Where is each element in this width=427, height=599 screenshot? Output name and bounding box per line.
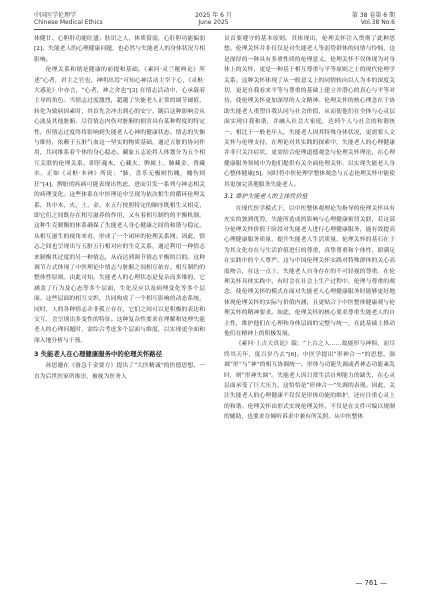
issue-date-cn: 2025 年 6 月: [195, 12, 232, 19]
volume-en: Vol.38 No.6: [360, 19, 395, 27]
right-column: [224, 34, 395, 423]
journal-title-cn: 中国医学伦理学: [34, 12, 77, 19]
body-paragraph: 员首要遵守的基本原则。其体现出，伦理关怀注入贯彻了此种思想。伦理关怀并非仅仅是对失能老人等弱势群体的同情与怜悯，这是深厚的一种具有多重性质的伦理意义。伦理关怀不仅体现为对身体上的关怀，更是一种基于相互尊重与平等原则之上的现代伦理学关系。这种关怀体现了从一般意义上的同情转向以人为本的深度关切，更是在我看来平等与尊重的基础上建立并潜心的真心与平等对待，使伦理关怀更加深厚的人文精神。伦理关怀的核心理念在于协助失能老人重塑自我认同与社会价值，从而使他们在全体与心灵层面实现自我和谐，并融入社会大家庭，达到个人与社会的和谐统一。相比于一般老年人，失能老人因其特殊身体状况，更需要人文关怀与伦理支持。在理论对其实践的探索中，失能老人的心理健康并非只关注症状，更需结合伦理道德观念与伦理关怀理论，在心理健康服务领域中为他们提供有关全面伦理关怀，以实现失能老人身心整体健康[5]。同时将中医伦理学整体观念与五志伦理关怀中能使其更加完善地服务失能老人。: [224, 36, 395, 188]
body-paragraph: 体健甘、心胆肝功能旺盛；肤识之人，体质留弱，心肝胆功能偏弱[2]。失能老人的心理健康问题，也必然与失能老人的身体状况互相影响。: [34, 36, 205, 63]
issue-date-en: June 2025: [198, 19, 229, 27]
header-rule: [34, 29, 395, 30]
body-paragraph: 孙思邈在《备急千金要方》提出了“大医精诚”的医德思想，一直为后世医家所推崇，被视为医务人: [34, 363, 205, 380]
section-heading: 3 失能老人在心理健康服务中的伦理关怀路径: [34, 350, 163, 359]
volume-cn: 第 38 卷第 6 期: [351, 12, 395, 19]
body-paragraph: 伦理关系和谐是健康的前提和基础。《素问·灵兰秘典论》所述“心者，君主之官也，神明出焉”可知心神活动主宰于心，《灵枢·大惑论》中亦言，“心者，神之舍也”[3] 在情志活动中，心承载着主导的角色。当情志过度激烈，超越了失能老人正常的调节阈值，转化为致病因素时，其首先会冲击到心的安宁。随后这种影响会从心波及其他脏腑。尽管情志内伤对脏腑的损害具有某种程度的特定性，但情志过度终将影响到失能老人心神的健康状态。情志的失衡与维持，依赖于五脏气血这一坚实的物质基础，通过五脏的协同作用，共同维系着个体的身心稳态。藏象五志论将人体划分为五个相互关联的伦理关系，即肝魂木、心藏火、脾属土、肺藏金、肾藏水。正如《灵枢·本神》所说：“肺，喜乐无极则伤魄，魄伤则狂”[4]。脾脏的疾病可能表现出焦虑，进而引发一系列与神志相关的病理变化。这些体系在中医理论中呈现为依次相生的循环伦理关系，其中木、火、土、金、水五行按照特定的顺序既相生又相克，即它们之间既存在相互滋养的作用，又有着相互制约的平衡机制。这种生克制衡的体系确保了失能老人身心健康之间的和谐与稳定。从相互滋生的视角来看，形成了一个闭环的伦理关系网。因此，情志之间也呈现出与五脏五行相对应的生克关系，通过利用一种情志来制衡其过度的另一种情志，从而达到调节情志平衡的目的。这种调节方式体现了中医理论中情志与脏腑之间相互依存、相互制约的整体性原则。由此可知，失能老人的心理状态是复杂而多维的，它涵盖了行为及心态等多个层面，生化反应以及病理变化等多个层面。这些层面的相互交织，共同构成了一个相互影响的动态系统。同时，人的各种情志并非孤立存在，它们之间可以是积极的表达和交互，会呈现出多变性的特征。这种复杂性要求在理解和处理失能老人的心理问题时，需综合考虑多个层面与维度，以实现更全面和深入地分析与干预。: [34, 67, 205, 344]
body-paragraph: 在现代医学模式下，以中医整体观理论为指导的伦理关怀具有充实的独到优势。失能所造成的影响与心理健康密切关联，若这部分伦理关怀价值于阶段对失能老人进行心理健康服务，能有效提高心理健康服务质量，提升失能老人生活质量，伦理关怀的基石在于为其文化存在与生活价值进行的尊重，真挚尊重和个体性，即满足在实践中的个人尊严，这与中国伦理关怀实践对特殊群体的关心高度吻合，在这一点上，失能老人自身存在的不可轻视的尊重。在伦理关怀具体实践中，有时会在社会上生产过程中，伦理与尊重的观念，使伦理关怀的模式在面对失能老人心理健康服务时能够更好地体现伦理关怀的实际与价值内涵，且更贴合于中医整体健康观与伦理关怀的精神要求。如此，伦理关怀的核心要求尊重失能老人的自主性，维护他们在心理和身体层面的完整与统一，在此基础上推动他们在精神上的积极发展。: [224, 206, 395, 337]
body-paragraph: 《素问·上古天真论》载：“上古之人……故能形与神俱，而尽终其天年，度百岁乃去”[6]。中医学提出“形神合一”的思想，强调“形”与“神”的相互协调统一。形体与功能失调或者神志功能紊乱时，则“形神失调”。失能老人因日常生活自理能力的缺失，在心灵层面承受了巨大压力，这恰恰是“形神合一”失调的表现。因此，关注失能老人的心理健康不仅仅是形体功能的维护，还应注重心灵上的和谐。伦理关怀由形式实现伦理关怀，不仅是在文件可编以规制的辅助，也要求在倾听诉求中兼有所关照。从中医整体: [224, 341, 395, 421]
page-number: — 761 —: [355, 579, 387, 587]
volume-header: [352, 12, 395, 26]
left-column: [34, 34, 205, 382]
journal-title-en: Chinese Medical Ethics: [34, 19, 103, 27]
subsection-heading: 3.1 维护失能老人的主体性价值: [224, 193, 308, 201]
